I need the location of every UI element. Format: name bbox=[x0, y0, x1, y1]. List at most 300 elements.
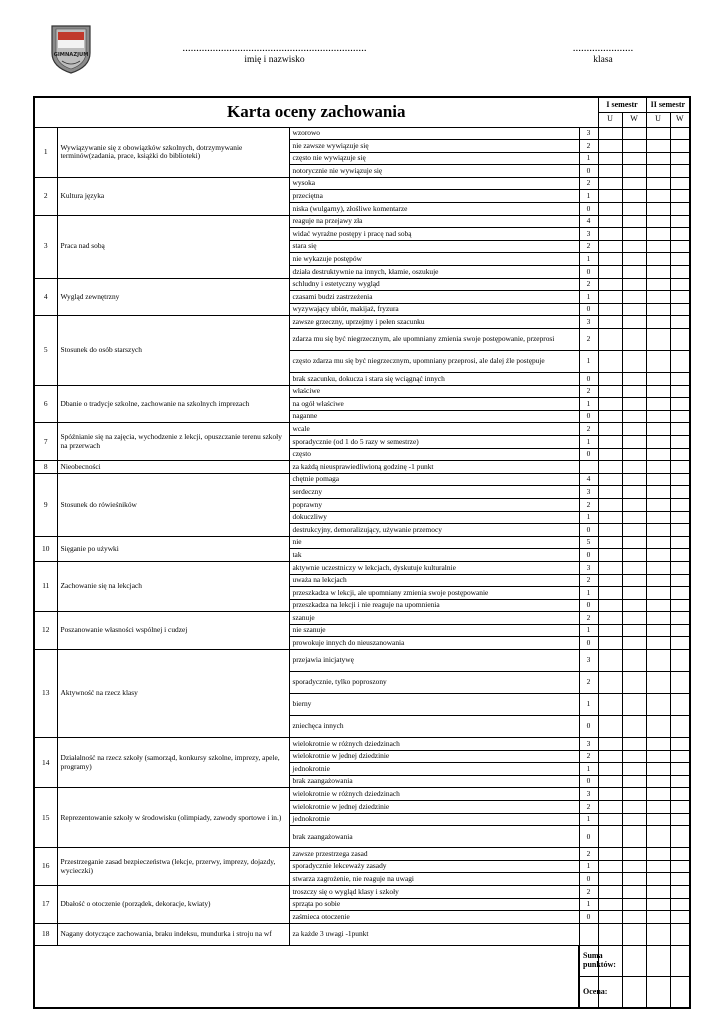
sem1-u-score-cell[interactable] bbox=[598, 574, 622, 587]
sem1-w-score-cell[interactable] bbox=[622, 911, 646, 924]
sem2-u-score-cell[interactable] bbox=[646, 329, 670, 351]
sem1-u-score-cell[interactable] bbox=[598, 291, 622, 304]
criterion-name: Wywiązywanie się z obowiązków szkolnych, dotrzymywanie terminów(zadania, prace, książki do biblioteki) bbox=[57, 127, 289, 177]
sem1-w-score-cell[interactable] bbox=[622, 461, 646, 474]
option-points: 1 bbox=[579, 351, 598, 373]
sem2-w-score-cell[interactable] bbox=[670, 127, 690, 140]
criterion-name: Poszanowanie własności wspólnej i cudzej bbox=[57, 612, 289, 650]
sem1-w-score-cell[interactable] bbox=[622, 813, 646, 826]
sem2-w-score-cell[interactable] bbox=[670, 423, 690, 436]
sem2-w-score-cell[interactable] bbox=[670, 549, 690, 562]
sem1-u-score-cell[interactable] bbox=[598, 177, 622, 190]
criterion-option-row bbox=[34, 561, 690, 574]
sem2-u-score-cell[interactable] bbox=[646, 672, 670, 694]
option-description: destrukcyjny, demoralizujący, używanie przemocy bbox=[289, 524, 579, 537]
criterion-option-row bbox=[34, 612, 690, 625]
sem2-u-score-cell[interactable] bbox=[646, 215, 670, 228]
sem1-w-score-cell[interactable] bbox=[622, 423, 646, 436]
sem2-w-score-cell[interactable] bbox=[670, 672, 690, 694]
sem2-u-score-cell[interactable] bbox=[646, 165, 670, 178]
sem1-w-score-cell[interactable] bbox=[622, 694, 646, 716]
card-title: Karta oceny zachowania bbox=[34, 97, 598, 127]
sem2-w-score-cell[interactable] bbox=[670, 624, 690, 637]
sem1-u-score-cell[interactable] bbox=[598, 152, 622, 165]
option-description: na ogół właściwe bbox=[289, 398, 579, 411]
option-description: zdarza mu się być niegrzecznym, ale upomniany zmienia swoje postępowanie, przeprosi bbox=[289, 329, 579, 351]
sem1-w-score-cell[interactable] bbox=[622, 215, 646, 228]
sem2-u-score-cell[interactable] bbox=[646, 536, 670, 549]
class-field[interactable] bbox=[570, 42, 636, 65]
sem1-w-score-cell[interactable] bbox=[622, 253, 646, 266]
option-description: aktywnie uczestniczy w lekcjach, dyskutuje kulturalnie bbox=[289, 561, 579, 574]
sem2-w-score-cell[interactable] bbox=[670, 637, 690, 650]
sem1-u-score-cell[interactable] bbox=[598, 266, 622, 279]
sem1-w-score-cell[interactable] bbox=[622, 329, 646, 351]
criterion-option-row bbox=[34, 127, 690, 140]
criterion-option-row bbox=[34, 385, 690, 398]
sem1-w-score-cell[interactable] bbox=[622, 190, 646, 203]
sem2-u-score-cell[interactable] bbox=[646, 423, 670, 436]
sem2-u-score-cell[interactable] bbox=[646, 587, 670, 600]
sem1-u-score-cell[interactable] bbox=[598, 127, 622, 140]
option-description: tak bbox=[289, 549, 579, 562]
sem2-w-score-cell[interactable] bbox=[670, 303, 690, 316]
sem2-u-score-cell[interactable] bbox=[646, 599, 670, 612]
sem2-w-score-cell[interactable] bbox=[670, 716, 690, 738]
option-points: 0 bbox=[579, 165, 598, 178]
sem1-w-score-cell[interactable] bbox=[622, 612, 646, 625]
criterion-option-row bbox=[34, 536, 690, 549]
option-points: 2 bbox=[579, 672, 598, 694]
sem2-u-score-cell[interactable] bbox=[646, 498, 670, 511]
sem2-w-score-cell[interactable] bbox=[670, 351, 690, 373]
sem2-w-score-cell[interactable] bbox=[670, 385, 690, 398]
sem2-w-score-cell[interactable] bbox=[670, 574, 690, 587]
sem2-w-score-cell[interactable] bbox=[670, 316, 690, 329]
sem2-u-score-cell[interactable] bbox=[646, 486, 670, 499]
sem2-w-score-cell[interactable] bbox=[670, 788, 690, 801]
sem2-u-score-cell[interactable] bbox=[646, 351, 670, 373]
sem2-u-score-cell[interactable] bbox=[646, 612, 670, 625]
sem2-u-score-cell[interactable] bbox=[646, 775, 670, 788]
sem2-u-score-cell[interactable] bbox=[646, 574, 670, 587]
sem2-w-score-cell[interactable] bbox=[670, 215, 690, 228]
sem2-u-score-cell[interactable] bbox=[646, 228, 670, 241]
sem2-u-score-cell[interactable] bbox=[646, 848, 670, 861]
sem2-w-score-cell[interactable] bbox=[670, 140, 690, 153]
sem1-w-score-cell[interactable] bbox=[622, 165, 646, 178]
sem2-u-score-cell[interactable] bbox=[646, 177, 670, 190]
sem2-u-score-cell[interactable] bbox=[646, 650, 670, 672]
sem2-u-score-cell[interactable] bbox=[646, 152, 670, 165]
sem2-u-score-cell[interactable] bbox=[646, 738, 670, 751]
sem1-w-score-cell[interactable] bbox=[622, 923, 646, 945]
option-description: reaguje na przejawy zła bbox=[289, 215, 579, 228]
sem2-w-score-cell[interactable] bbox=[670, 612, 690, 625]
sum-sem2-w-cell[interactable] bbox=[670, 945, 690, 976]
sem2-u-score-cell[interactable] bbox=[646, 624, 670, 637]
option-points: 0 bbox=[579, 599, 598, 612]
option-description: naganne bbox=[289, 410, 579, 423]
sem1-u-score-cell[interactable] bbox=[598, 923, 622, 945]
sem1-w-score-cell[interactable] bbox=[622, 203, 646, 216]
option-description: dokuczliwy bbox=[289, 511, 579, 524]
sem2-u-score-cell[interactable] bbox=[646, 385, 670, 398]
sem1-u-score-cell[interactable] bbox=[598, 228, 622, 241]
criterion-name: Przestrzeganie zasad bezpieczeństwa (lekcje, przerwy, imprezy, dojazdy, wycieczki) bbox=[57, 848, 289, 886]
option-description: widać wyraźne postępy i pracę nad sobą bbox=[289, 228, 579, 241]
sem1-w-score-cell[interactable] bbox=[622, 898, 646, 911]
sem2-w-score-cell[interactable] bbox=[670, 813, 690, 826]
sem1-w-header: W bbox=[622, 112, 646, 127]
sum-sem2-u-cell[interactable] bbox=[646, 945, 670, 976]
sem1-w-score-cell[interactable] bbox=[622, 738, 646, 751]
sem2-w-score-cell[interactable] bbox=[670, 498, 690, 511]
sem2-w-score-cell[interactable] bbox=[670, 266, 690, 279]
sem1-u-score-cell[interactable] bbox=[598, 801, 622, 814]
criterion-name: Działalność na rzecz szkoły (samorząd, konkursy szkolne, imprezy, apele, programy) bbox=[57, 738, 289, 788]
sem1-w-score-cell[interactable] bbox=[622, 672, 646, 694]
sem2-u-score-cell[interactable] bbox=[646, 316, 670, 329]
sem2-w-score-cell[interactable] bbox=[670, 473, 690, 486]
sem1-u-score-cell[interactable] bbox=[598, 826, 622, 848]
sem1-w-score-cell[interactable] bbox=[622, 873, 646, 886]
sem1-u-score-cell[interactable] bbox=[598, 716, 622, 738]
sem2-w-score-cell[interactable] bbox=[670, 911, 690, 924]
sem2-u-score-cell[interactable] bbox=[646, 240, 670, 253]
criterion-number: 9 bbox=[34, 473, 57, 536]
sem1-w-score-cell[interactable] bbox=[622, 624, 646, 637]
option-description: nie bbox=[289, 536, 579, 549]
name-field[interactable] bbox=[162, 42, 387, 65]
sem1-u-score-cell[interactable] bbox=[598, 536, 622, 549]
sem1-w-score-cell[interactable] bbox=[622, 448, 646, 461]
sem1-w-score-cell[interactable] bbox=[622, 860, 646, 873]
sem2-w-score-cell[interactable] bbox=[670, 486, 690, 499]
sem1-u-score-cell[interactable] bbox=[598, 329, 622, 351]
sem2-w-score-cell[interactable] bbox=[670, 848, 690, 861]
sem1-w-score-cell[interactable] bbox=[622, 177, 646, 190]
sem2-w-score-cell[interactable] bbox=[670, 329, 690, 351]
sem1-u-score-cell[interactable] bbox=[598, 303, 622, 316]
sem1-w-score-cell[interactable] bbox=[622, 599, 646, 612]
sem2-w-score-cell[interactable] bbox=[670, 775, 690, 788]
criterion-option-row bbox=[34, 215, 690, 228]
sem1-w-score-cell[interactable] bbox=[622, 763, 646, 776]
sem1-u-score-cell[interactable] bbox=[598, 316, 622, 329]
sum-label: Suma punktów: bbox=[579, 945, 598, 976]
sem2-u-score-cell[interactable] bbox=[646, 923, 670, 945]
sem1-u-score-cell[interactable] bbox=[598, 190, 622, 203]
sem2-w-score-cell[interactable] bbox=[670, 801, 690, 814]
school-logo bbox=[48, 23, 94, 75]
sem1-u-score-cell[interactable] bbox=[598, 599, 622, 612]
sem2-w-score-cell[interactable] bbox=[670, 860, 690, 873]
sem2-u-score-cell[interactable] bbox=[646, 435, 670, 448]
sem1-w-score-cell[interactable] bbox=[622, 486, 646, 499]
sem1-w-score-cell[interactable] bbox=[622, 316, 646, 329]
sem1-w-score-cell[interactable] bbox=[622, 561, 646, 574]
sem2-w-score-cell[interactable] bbox=[670, 524, 690, 537]
sem1-w-score-cell[interactable] bbox=[622, 140, 646, 153]
sem2-w-score-cell[interactable] bbox=[670, 165, 690, 178]
sem2-w-score-cell[interactable] bbox=[670, 650, 690, 672]
sem1-u-score-cell[interactable] bbox=[598, 140, 622, 153]
sem1-u-score-cell[interactable] bbox=[598, 215, 622, 228]
sem2-u-score-cell[interactable] bbox=[646, 511, 670, 524]
sem2-w-score-cell[interactable] bbox=[670, 152, 690, 165]
sem2-u-score-cell[interactable] bbox=[646, 801, 670, 814]
sem1-w-score-cell[interactable] bbox=[622, 848, 646, 861]
sem2-w-score-cell[interactable] bbox=[670, 750, 690, 763]
sem1-u-score-cell[interactable] bbox=[598, 561, 622, 574]
sem2-u-score-cell[interactable] bbox=[646, 763, 670, 776]
sem2-u-score-cell[interactable] bbox=[646, 398, 670, 411]
sem2-w-score-cell[interactable] bbox=[670, 738, 690, 751]
sem2-w-score-cell[interactable] bbox=[670, 461, 690, 474]
sem1-w-score-cell[interactable] bbox=[622, 511, 646, 524]
sem1-u-score-cell[interactable] bbox=[598, 423, 622, 436]
sem2-u-score-cell[interactable] bbox=[646, 826, 670, 848]
sem1-u-score-cell[interactable] bbox=[598, 511, 622, 524]
sem2-u-score-cell[interactable] bbox=[646, 694, 670, 716]
sem1-w-score-cell[interactable] bbox=[622, 524, 646, 537]
sem1-u-score-cell[interactable] bbox=[598, 373, 622, 386]
sem1-u-score-cell[interactable] bbox=[598, 694, 622, 716]
sem1-w-score-cell[interactable] bbox=[622, 886, 646, 899]
sum-sem1-w-cell[interactable] bbox=[622, 945, 646, 976]
sem1-w-score-cell[interactable] bbox=[622, 435, 646, 448]
sem2-u-score-cell[interactable] bbox=[646, 203, 670, 216]
sem2-u-score-cell[interactable] bbox=[646, 873, 670, 886]
sem1-u-score-cell[interactable] bbox=[598, 788, 622, 801]
option-points: 0 bbox=[579, 410, 598, 423]
sem2-w-score-cell[interactable] bbox=[670, 291, 690, 304]
sem1-u-score-cell[interactable] bbox=[598, 486, 622, 499]
sem1-w-score-cell[interactable] bbox=[622, 498, 646, 511]
sem1-u-score-cell[interactable] bbox=[598, 612, 622, 625]
sem1-u-score-cell[interactable] bbox=[598, 448, 622, 461]
class-label: klasa bbox=[593, 55, 613, 65]
option-points: 0 bbox=[579, 373, 598, 386]
sem2-u-score-cell[interactable] bbox=[646, 373, 670, 386]
criterion-name: Nieobecności bbox=[57, 461, 289, 474]
sem1-u-score-cell[interactable] bbox=[598, 524, 622, 537]
sem2-w-score-cell[interactable] bbox=[670, 694, 690, 716]
sem1-u-score-cell[interactable] bbox=[598, 461, 622, 474]
option-description: właściwe bbox=[289, 385, 579, 398]
criterion-number: 2 bbox=[34, 177, 57, 215]
sem1-w-score-cell[interactable] bbox=[622, 291, 646, 304]
sem1-w-score-cell[interactable] bbox=[622, 536, 646, 549]
sem1-u-score-cell[interactable] bbox=[598, 911, 622, 924]
sem1-w-score-cell[interactable] bbox=[622, 373, 646, 386]
sem2-u-score-cell[interactable] bbox=[646, 253, 670, 266]
sem1-w-score-cell[interactable] bbox=[622, 410, 646, 423]
sem1-u-score-cell[interactable] bbox=[598, 278, 622, 291]
sem1-u-score-cell[interactable] bbox=[598, 240, 622, 253]
sem2-w-score-cell[interactable] bbox=[670, 763, 690, 776]
option-points: 0 bbox=[579, 775, 598, 788]
sem2-u-score-cell[interactable] bbox=[646, 860, 670, 873]
sem2-w-score-cell[interactable] bbox=[670, 240, 690, 253]
option-description: wielokrotnie w jednej dziedzinie bbox=[289, 750, 579, 763]
sem1-u-score-cell[interactable] bbox=[598, 549, 622, 562]
sem1-u-score-cell[interactable] bbox=[598, 624, 622, 637]
sem1-w-score-cell[interactable] bbox=[622, 788, 646, 801]
sem1-u-score-cell[interactable] bbox=[598, 898, 622, 911]
sem1-w-score-cell[interactable] bbox=[622, 152, 646, 165]
sem2-w-score-cell[interactable] bbox=[670, 410, 690, 423]
sem1-u-score-cell[interactable] bbox=[598, 351, 622, 373]
sem1-w-score-cell[interactable] bbox=[622, 775, 646, 788]
sem1-w-score-cell[interactable] bbox=[622, 650, 646, 672]
option-description: przeszkadza w lekcji, ale upomniany zmienia swoje postępowanie bbox=[289, 587, 579, 600]
sem2-u-score-cell[interactable] bbox=[646, 750, 670, 763]
criterion-option-row bbox=[34, 177, 690, 190]
sem1-w-score-cell[interactable] bbox=[622, 398, 646, 411]
sem1-u-score-cell[interactable] bbox=[598, 813, 622, 826]
sem2-u-score-cell[interactable] bbox=[646, 266, 670, 279]
sem2-u-score-cell[interactable] bbox=[646, 886, 670, 899]
sem2-w-score-cell[interactable] bbox=[670, 886, 690, 899]
option-points: 3 bbox=[579, 316, 598, 329]
sem1-u-score-cell[interactable] bbox=[598, 650, 622, 672]
sem1-u-score-cell[interactable] bbox=[598, 398, 622, 411]
sem1-u-score-cell[interactable] bbox=[598, 775, 622, 788]
sem1-u-score-cell[interactable] bbox=[598, 886, 622, 899]
sem2-w-score-cell[interactable] bbox=[670, 923, 690, 945]
criterion-option-row bbox=[34, 423, 690, 436]
sem1-u-score-cell[interactable] bbox=[598, 848, 622, 861]
sem1-u-score-cell[interactable] bbox=[598, 587, 622, 600]
sem1-w-score-cell[interactable] bbox=[622, 266, 646, 279]
sem2-w-score-cell[interactable] bbox=[670, 536, 690, 549]
sem1-u-score-cell[interactable] bbox=[598, 473, 622, 486]
sem2-w-score-cell[interactable] bbox=[670, 511, 690, 524]
criterion-name: Nagany dotyczące zachowania, braku indeksu, mundurka i stroju na wf bbox=[57, 923, 289, 945]
criterion-number: 16 bbox=[34, 848, 57, 886]
sem1-w-score-cell[interactable] bbox=[622, 303, 646, 316]
sem2-u-score-cell[interactable] bbox=[646, 127, 670, 140]
option-description: wzorowo bbox=[289, 127, 579, 140]
sem2-u-score-cell[interactable] bbox=[646, 448, 670, 461]
grade-sem1-w-cell[interactable] bbox=[622, 976, 646, 1008]
option-points: 2 bbox=[579, 329, 598, 351]
sem2-u-score-cell[interactable] bbox=[646, 637, 670, 650]
sem2-u-score-cell[interactable] bbox=[646, 303, 670, 316]
sem2-w-score-cell[interactable] bbox=[670, 373, 690, 386]
sem2-u-score-cell[interactable] bbox=[646, 524, 670, 537]
sem2-u-score-cell[interactable] bbox=[646, 278, 670, 291]
sem1-w-score-cell[interactable] bbox=[622, 826, 646, 848]
sem2-w-score-cell[interactable] bbox=[670, 253, 690, 266]
sem2-u-score-cell[interactable] bbox=[646, 716, 670, 738]
sem1-u-score-cell[interactable] bbox=[598, 203, 622, 216]
sem1-w-score-cell[interactable] bbox=[622, 127, 646, 140]
sem2-u-score-cell[interactable] bbox=[646, 140, 670, 153]
sem2-w-score-cell[interactable] bbox=[670, 873, 690, 886]
sem2-u-score-cell[interactable] bbox=[646, 291, 670, 304]
sem1-u-score-cell[interactable] bbox=[598, 165, 622, 178]
sem1-u-score-cell[interactable] bbox=[598, 410, 622, 423]
sem1-u-score-cell[interactable] bbox=[598, 637, 622, 650]
sem1-w-score-cell[interactable] bbox=[622, 228, 646, 241]
sem2-w-score-cell[interactable] bbox=[670, 177, 690, 190]
sem1-u-score-cell[interactable] bbox=[598, 738, 622, 751]
sem2-u-score-cell[interactable] bbox=[646, 911, 670, 924]
sem2-u-score-cell[interactable] bbox=[646, 788, 670, 801]
sem1-u-score-cell[interactable] bbox=[598, 873, 622, 886]
sem1-w-score-cell[interactable] bbox=[622, 716, 646, 738]
sem2-w-score-cell[interactable] bbox=[670, 228, 690, 241]
sem2-w-header: W bbox=[670, 112, 690, 127]
sem1-u-score-cell[interactable] bbox=[598, 860, 622, 873]
sem1-w-score-cell[interactable] bbox=[622, 637, 646, 650]
option-points: 2 bbox=[579, 423, 598, 436]
sem1-w-score-cell[interactable] bbox=[622, 750, 646, 763]
sem2-w-score-cell[interactable] bbox=[670, 398, 690, 411]
sem2-u-score-cell[interactable] bbox=[646, 190, 670, 203]
sem1-w-score-cell[interactable] bbox=[622, 351, 646, 373]
sem2-w-score-cell[interactable] bbox=[670, 203, 690, 216]
criterion-option-row bbox=[34, 886, 690, 899]
sem1-w-score-cell[interactable] bbox=[622, 549, 646, 562]
sem1-u-score-cell[interactable] bbox=[598, 498, 622, 511]
sem2-u-score-cell[interactable] bbox=[646, 813, 670, 826]
sem2-u-score-cell[interactable] bbox=[646, 461, 670, 474]
name-dots: ................................................................... bbox=[182, 42, 367, 54]
sem2-u-score-cell[interactable] bbox=[646, 410, 670, 423]
sem2-w-score-cell[interactable] bbox=[670, 448, 690, 461]
sem2-u-score-cell[interactable] bbox=[646, 473, 670, 486]
option-description: jednokrotnie bbox=[289, 813, 579, 826]
option-description: nie zawsze wywiązuje się bbox=[289, 140, 579, 153]
sem1-u-score-cell[interactable] bbox=[598, 253, 622, 266]
sem1-w-score-cell[interactable] bbox=[622, 574, 646, 587]
sem1-w-score-cell[interactable] bbox=[622, 473, 646, 486]
option-description: sporadycznie (od 1 do 5 razy w semestrze) bbox=[289, 435, 579, 448]
sem2-w-score-cell[interactable] bbox=[670, 599, 690, 612]
sem1-w-score-cell[interactable] bbox=[622, 278, 646, 291]
grade-sem2-w-cell[interactable] bbox=[670, 976, 690, 1008]
sem1-w-score-cell[interactable] bbox=[622, 587, 646, 600]
option-description: brak szacunku, dokucza i stara się wciągnąć innych bbox=[289, 373, 579, 386]
sem2-w-score-cell[interactable] bbox=[670, 278, 690, 291]
sem2-u-score-cell[interactable] bbox=[646, 549, 670, 562]
sem2-u-score-cell[interactable] bbox=[646, 561, 670, 574]
sem1-u-score-cell[interactable] bbox=[598, 385, 622, 398]
option-points: 3 bbox=[579, 738, 598, 751]
semester-1-header: I semestr bbox=[598, 97, 646, 112]
sem1-u-score-cell[interactable] bbox=[598, 763, 622, 776]
sem1-u-score-cell[interactable] bbox=[598, 435, 622, 448]
sem2-u-score-cell[interactable] bbox=[646, 898, 670, 911]
sem2-w-score-cell[interactable] bbox=[670, 561, 690, 574]
sem1-w-score-cell[interactable] bbox=[622, 240, 646, 253]
sem1-w-score-cell[interactable] bbox=[622, 385, 646, 398]
sem2-w-score-cell[interactable] bbox=[670, 898, 690, 911]
semester-2-header: II semestr bbox=[646, 97, 690, 112]
grade-sem2-u-cell[interactable] bbox=[646, 976, 670, 1008]
sem2-w-score-cell[interactable] bbox=[670, 190, 690, 203]
sem2-w-score-cell[interactable] bbox=[670, 826, 690, 848]
sem1-u-score-cell[interactable] bbox=[598, 672, 622, 694]
sem2-w-score-cell[interactable] bbox=[670, 587, 690, 600]
sem1-w-score-cell[interactable] bbox=[622, 801, 646, 814]
sem1-u-score-cell[interactable] bbox=[598, 750, 622, 763]
sem2-w-score-cell[interactable] bbox=[670, 435, 690, 448]
